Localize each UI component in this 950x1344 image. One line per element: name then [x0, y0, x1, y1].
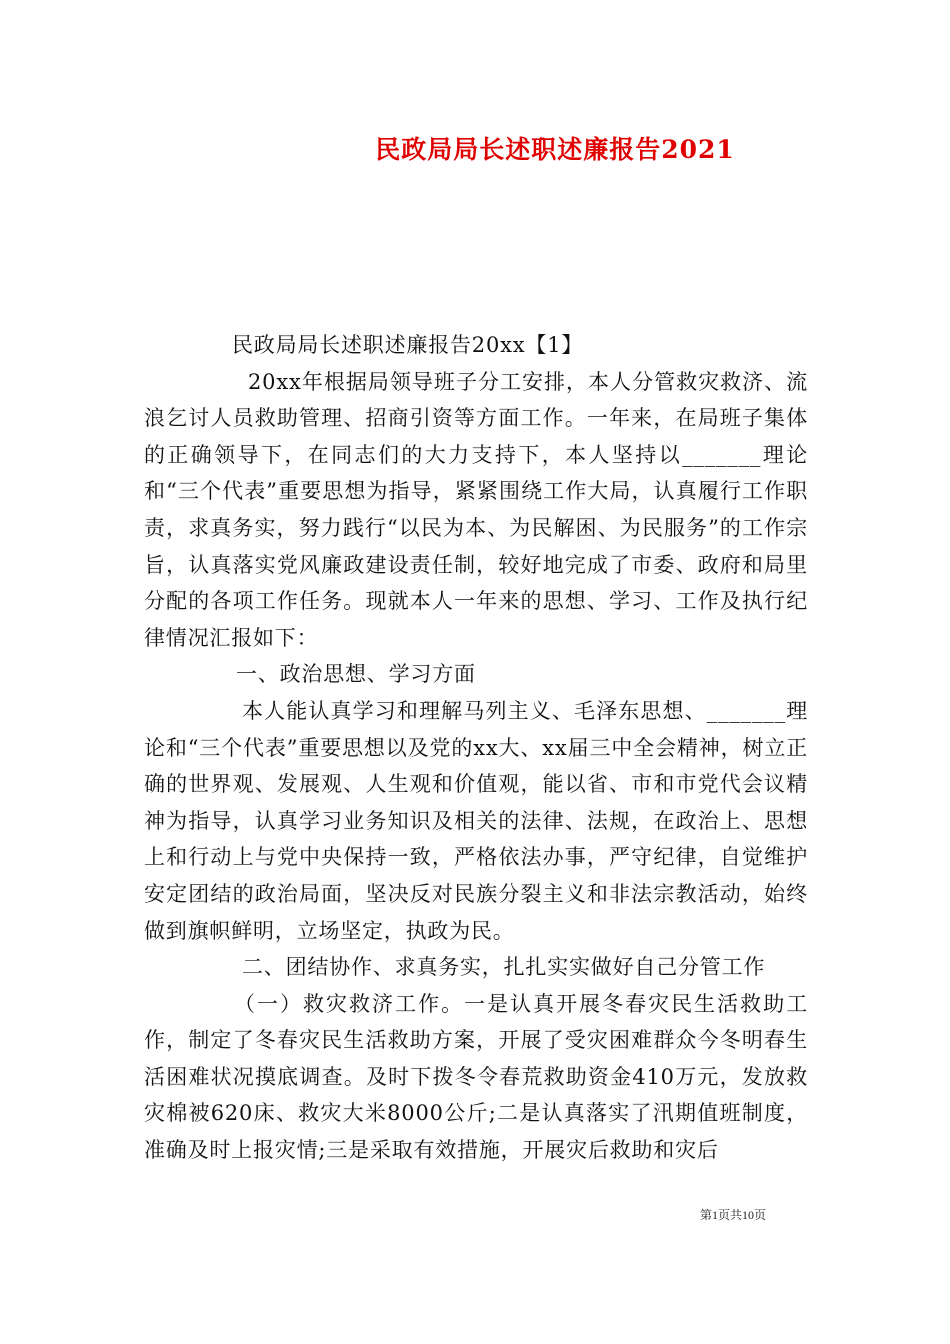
paragraph-politics: 本人能认真学习和理解马列主义、毛泽东思想、_______理论和“三个代表”重要思想以及党的xx大、xx届三中全会精神，树立正确的世界观、发展观、人生观和价值观，能以省、市和市党代会议精神为指导，认真学习业务知识及相关的法律、法规，在政治上、思想上和行动上与党中央保持一致，严格依法办事，严守纪律，自觉维护安定团结的政治局面，坚决反对民族分裂主义和非法宗教活动，始终做到旗帜鲜明，立场坚定，执政为民。	[144, 698, 808, 943]
document-title: 民政局局长述职述廉报告2021	[375, 135, 735, 164]
document-body	[144, 327, 808, 1169]
paragraph-disaster-relief: （一）救灾救济工作。一是认真开展冬春灾民生活救助工作，制定了冬春灾民生活救助方案，开展了受灾困难群众今冬明春生活困难状况摸底调查。及时下拨冬令春荒救助资金410万元，发放救灾棉被620床、救灾大米8000公斤;二是认真落实了汛期值班制度，准确及时上报灾情;三是采取有效措施，开展灾后救助和灾后	[144, 991, 808, 1163]
section-heading-politics: 一、政治思想、学习方面	[236, 662, 476, 687]
section-heading-work: 二、团结协作、求真务实，扎扎实实做好自己分管工作	[242, 955, 766, 980]
paragraph-intro: 20xx年根据局领导班子分工安排，本人分管救灾救济、流浪乞讨人员救助管理、招商引资等方面工作。一年来，在局班子集体的正确领导下，在同志们的大力支持下，本人坚持以_______理论和“三个代表”重要思想为指导，紧紧围绕工作大局，认真履行工作职责，求真务实，努力践行“以民为本、为民解困、为民服务”的工作宗旨，认真落实党风廉政建设责任制，较好地完成了市委、政府和局里分配的各项工作任务。现就本人一年来的思想、学习、工作及执行纪律情况汇报如下：	[144, 369, 808, 650]
document-subtitle: 民政局局长述职述廉报告20xx【1】	[232, 333, 584, 357]
page-number: 第1页共10页	[700, 1208, 767, 1222]
